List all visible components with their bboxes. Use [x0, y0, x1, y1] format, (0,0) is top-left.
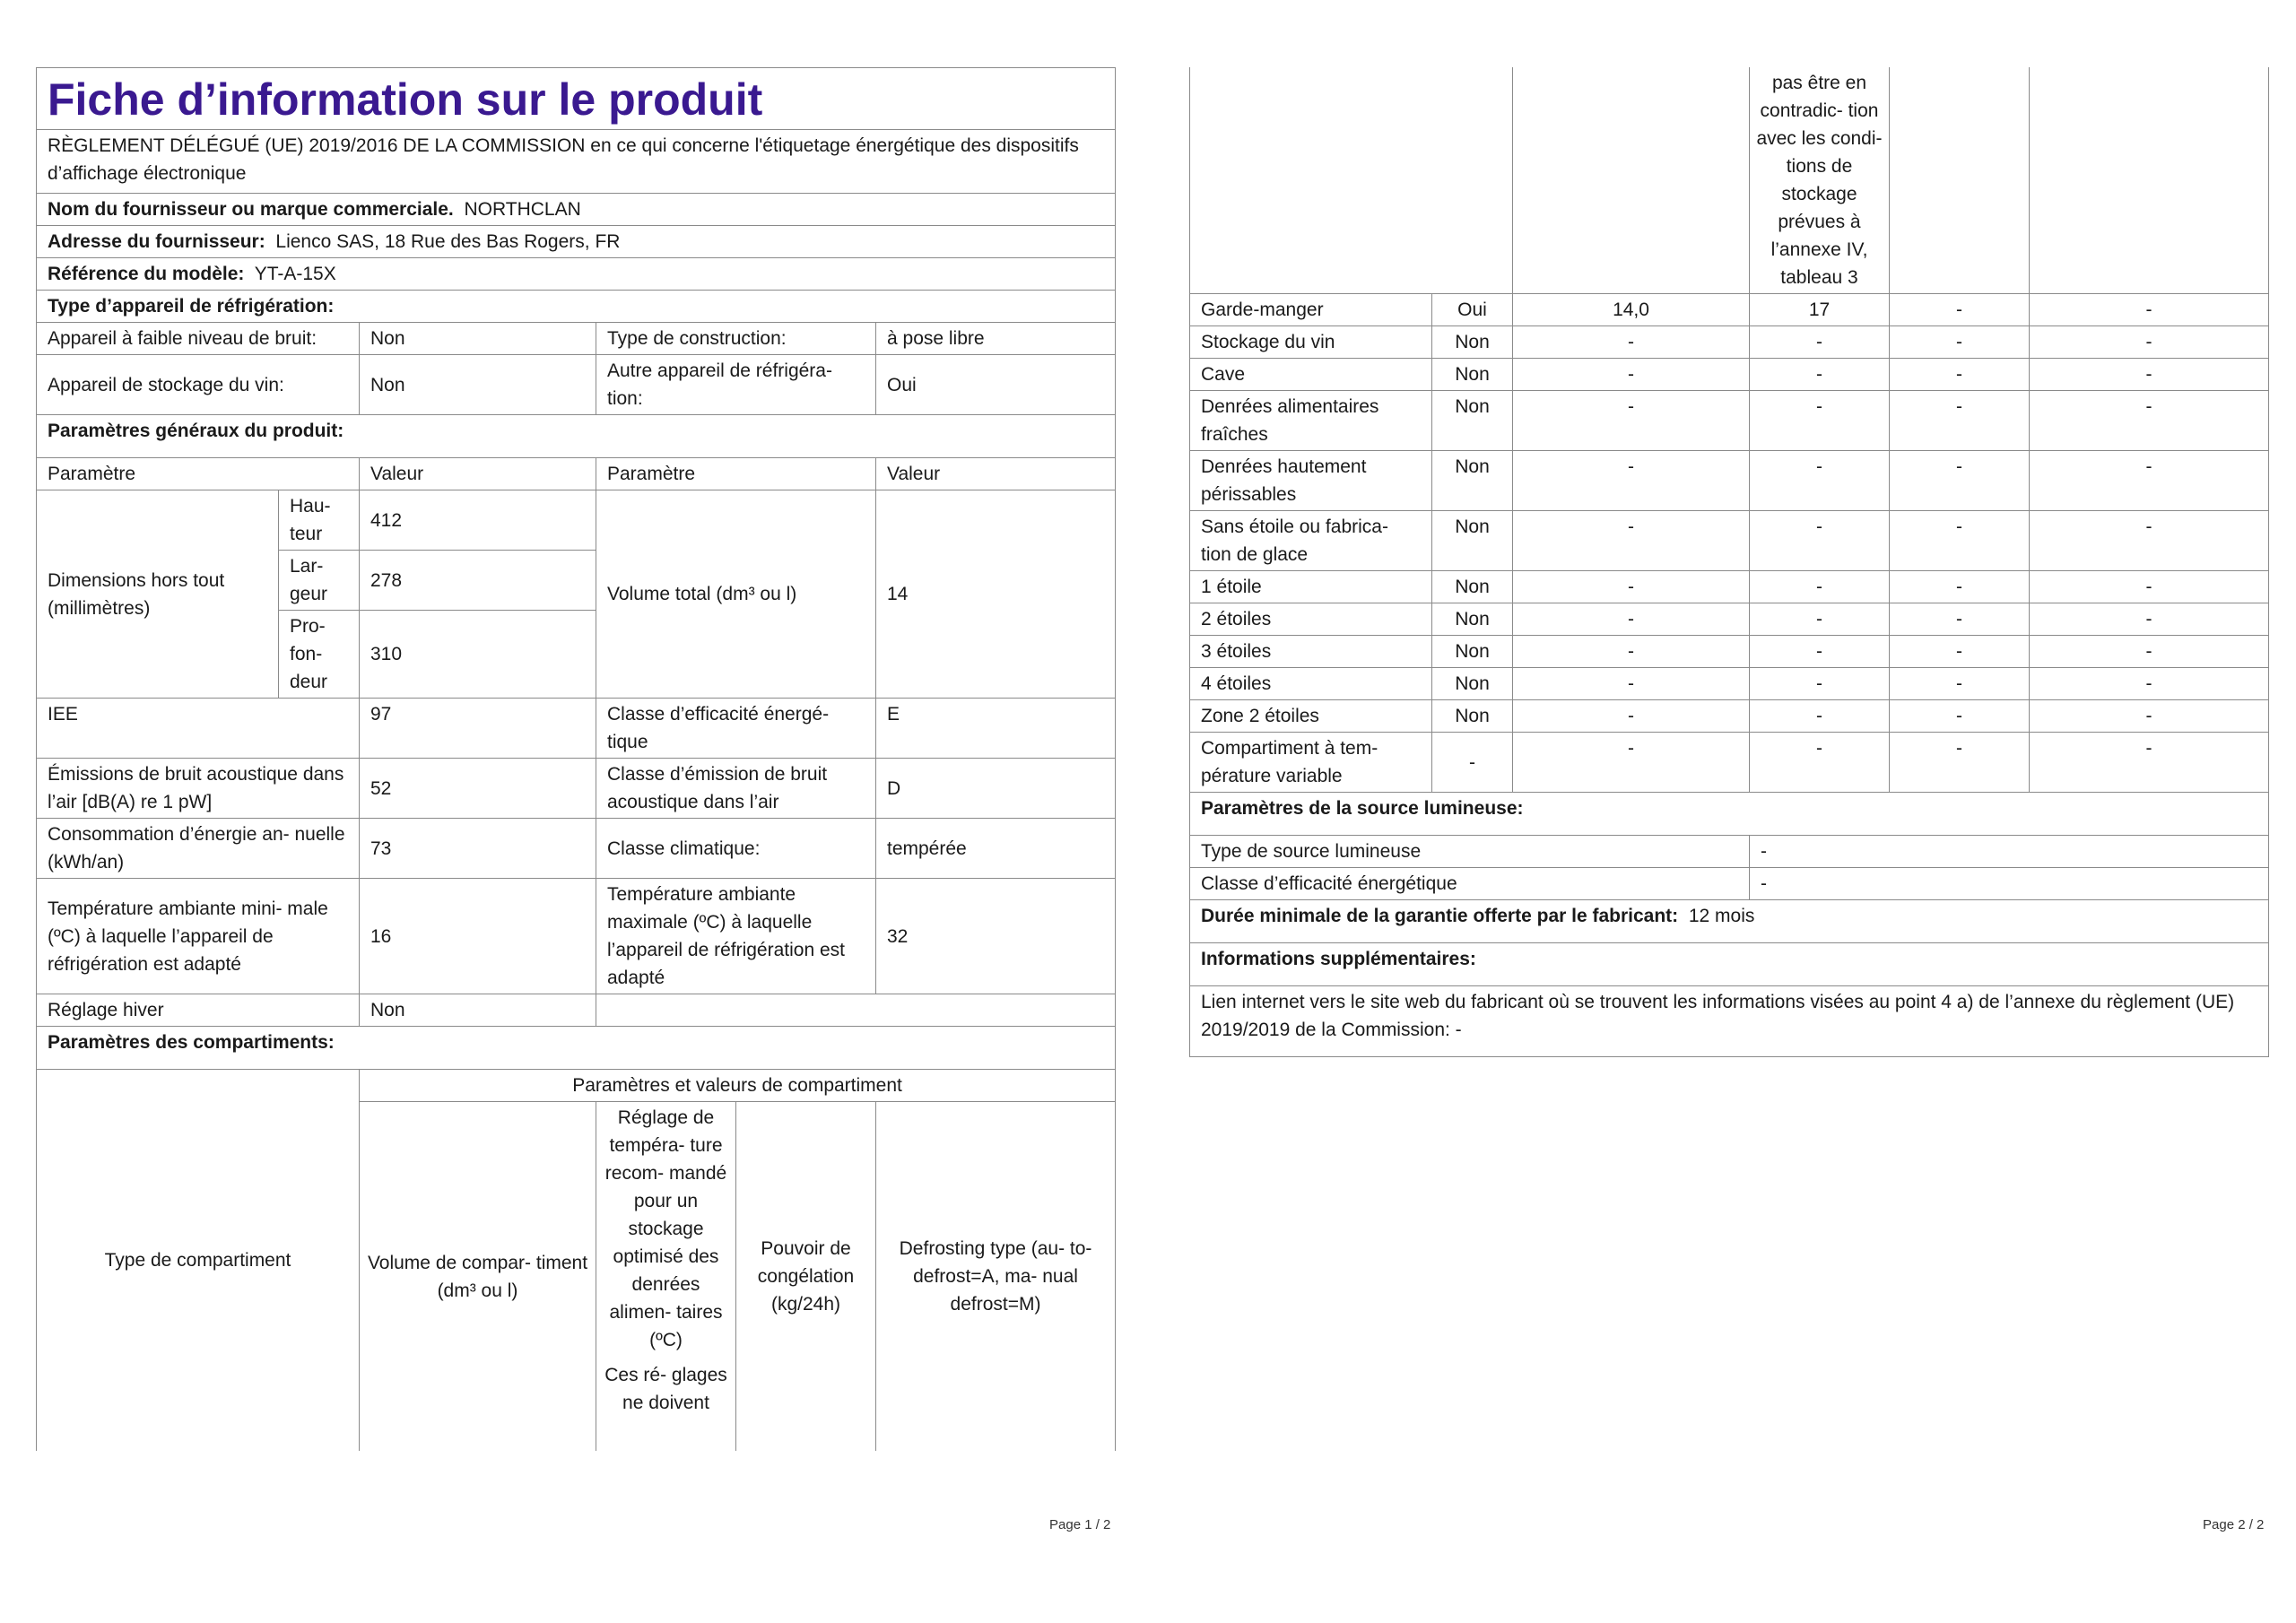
compartment-present: - — [1432, 733, 1513, 793]
noise-class-value: D — [876, 759, 1116, 819]
low-noise-label: Appareil à faible niveau de bruit: — [37, 323, 360, 355]
page-title: Fiche d’information sur le produit — [37, 68, 1116, 130]
page-number-2: Page 2 / 2 — [2203, 1517, 2265, 1532]
compartment-freeze: - — [1890, 668, 2030, 700]
supplier-address-row — [37, 226, 1116, 258]
compartment-present: Non — [1432, 668, 1513, 700]
supplier-address-value: Lienco SAS, 18 Rue des Bas Rogers, FR — [275, 231, 621, 252]
compartment-temp: - — [1750, 603, 1890, 636]
compartment-name: Cave — [1190, 359, 1432, 391]
compartment-present: Oui — [1432, 294, 1513, 326]
compartment-freeze: - — [1890, 511, 2030, 571]
supplier-name-label: Nom du fournisseur ou marque commerciale. — [48, 199, 454, 220]
compartment-group-header: Paramètres et valeurs de compartiment — [360, 1070, 1116, 1102]
compartment-freeze: - — [1890, 700, 2030, 733]
compartment-defrost: - — [2030, 571, 2269, 603]
compartment-present: Non — [1432, 326, 1513, 359]
model-value: YT-A-15X — [254, 264, 336, 284]
winter-setting-value: Non — [360, 994, 596, 1027]
width-value: 278 — [360, 551, 596, 611]
compartment-row — [1190, 700, 2269, 733]
compartment-present: Non — [1432, 451, 1513, 511]
compartment-freeze: - — [1890, 326, 2030, 359]
min-temp-label: Température ambiante mini- male (ºC) à laquelle l’appareil de réfrigération est adapté — [37, 879, 360, 994]
compartment-row — [1190, 571, 2269, 603]
col-header-value-2: Valeur — [876, 458, 1116, 490]
compartment-defrost-header: Defrosting type (au- to-defrost=A, ma- nual defrost=M) — [876, 1102, 1116, 1452]
light-efficiency-label: Classe d’efficacité énergétique — [1190, 868, 1750, 900]
compartment-volume: - — [1513, 326, 1750, 359]
compartment-freeze: - — [1890, 294, 2030, 326]
noise-class-label: Classe d’émission de bruit acoustique dans l’air — [596, 759, 876, 819]
compartment-temp: - — [1750, 636, 1890, 668]
light-source-type-label: Type de source lumineuse — [1190, 836, 1750, 868]
compartment-volume: - — [1513, 511, 1750, 571]
compartment-name: Compartiment à tem- pérature variable — [1190, 733, 1432, 793]
construction-value: à pose libre — [876, 323, 1116, 355]
other-appliance-value: Oui — [876, 355, 1116, 415]
compartment-volume: - — [1513, 733, 1750, 793]
col-header-param-1: Paramètre — [37, 458, 360, 490]
compartment-volume: - — [1513, 451, 1750, 511]
compartment-temp-note-part2: pas être en contradic- tion avec les condi- tions de stockage prévues à l’annexe IV, tableau 3 — [1750, 67, 1890, 294]
compartment-name: 4 étoiles — [1190, 668, 1432, 700]
compartment-freeze: - — [1890, 391, 2030, 451]
compartment-volume-header: Volume de compar- timent (dm³ ou l) — [360, 1102, 596, 1452]
height-value: 412 — [360, 490, 596, 551]
winter-setting-label: Réglage hiver — [37, 994, 360, 1027]
compartment-name: Garde-manger — [1190, 294, 1432, 326]
light-efficiency-value: - — [1750, 868, 2269, 900]
compartment-temp: - — [1750, 571, 1890, 603]
compartment-freeze: - — [1890, 636, 2030, 668]
noise-emission-value: 52 — [360, 759, 596, 819]
compartment-present: Non — [1432, 391, 1513, 451]
cont-volume-cell — [1513, 67, 1750, 294]
depth-label: Pro- fon- deur — [279, 611, 360, 699]
supplier-name-row — [37, 194, 1116, 226]
model-label: Référence du modèle: — [48, 264, 245, 284]
compartment-volume: - — [1513, 668, 1750, 700]
compartment-row — [1190, 451, 2269, 511]
compartment-row — [1190, 733, 2269, 793]
page-number-1: Page 1 / 2 — [1049, 1517, 1111, 1532]
compartment-temp: - — [1750, 733, 1890, 793]
compartment-rows — [1190, 294, 2269, 793]
compartment-temp: - — [1750, 511, 1890, 571]
compartment-temp-header-text: Réglage de tempéra- ture recom- mandé pour un stockage optimisé des denrées alimen- taires (ºC) — [604, 1107, 727, 1350]
compartment-defrost: - — [2030, 668, 2269, 700]
compartment-row — [1190, 636, 2269, 668]
warranty-value: 12 mois — [1688, 906, 1755, 926]
compartment-present: Non — [1432, 603, 1513, 636]
compartment-type-header: Type de compartiment — [37, 1070, 360, 1452]
construction-label: Type de construction: — [596, 323, 876, 355]
efficiency-class-label: Classe d’efficacité énergé- tique — [596, 699, 876, 759]
regulation-text: RÈGLEMENT DÉLÉGUÉ (UE) 2019/2016 DE LA COMMISSION en ce qui concerne l'étiquetage énergétique des dispositifs d’affichage électronique — [37, 130, 1116, 194]
energy-consumption-value: 73 — [360, 819, 596, 879]
compartment-row — [1190, 391, 2269, 451]
cont-freeze-cell — [1890, 67, 2030, 294]
compartment-volume: - — [1513, 571, 1750, 603]
light-source-heading: Paramètres de la source lumineuse: — [1190, 793, 2269, 836]
compartment-name: Stockage du vin — [1190, 326, 1432, 359]
compartment-name: 2 étoiles — [1190, 603, 1432, 636]
supplier-address-label: Adresse du fournisseur: — [48, 231, 265, 252]
compartment-defrost: - — [2030, 359, 2269, 391]
light-source-type-value: - — [1750, 836, 2269, 868]
compartment-volume: 14,0 — [1513, 294, 1750, 326]
compartment-present: Non — [1432, 700, 1513, 733]
compartment-name: Zone 2 étoiles — [1190, 700, 1432, 733]
warranty-label: Durée minimale de la garantie offerte par le fabricant: — [1201, 906, 1679, 926]
compartment-defrost: - — [2030, 451, 2269, 511]
compartment-row — [1190, 603, 2269, 636]
compartment-temp: - — [1750, 700, 1890, 733]
compartment-temp-note-part1: Ces ré- glages ne doivent — [604, 1365, 727, 1413]
compartment-volume: - — [1513, 359, 1750, 391]
iee-value: 97 — [360, 699, 596, 759]
volume-label: Volume total (dm³ ou l) — [596, 490, 876, 699]
compartment-defrost: - — [2030, 700, 2269, 733]
compartment-defrost: - — [2030, 511, 2269, 571]
compartment-present: Non — [1432, 636, 1513, 668]
compartment-row — [1190, 326, 2269, 359]
extra-info-text: Lien internet vers le site web du fabricant où se trouvent les informations visées au point 4 a) de l’annexe du règlement (UE) 2019/2019 de la Commission: - — [1190, 986, 2269, 1057]
compartments-heading: Paramètres des compartiments: — [37, 1027, 1116, 1070]
wine-appliance-value: Non — [360, 355, 596, 415]
cont-defrost-cell — [2030, 67, 2269, 294]
other-appliance-label: Autre appareil de réfrigéra- tion: — [596, 355, 876, 415]
extra-info-heading: Informations supplémentaires: — [1190, 943, 2269, 986]
page-2 — [1189, 67, 2268, 1057]
compartment-volume: - — [1513, 700, 1750, 733]
compartment-temp: - — [1750, 391, 1890, 451]
warranty-row — [1190, 900, 2269, 943]
min-temp-value: 16 — [360, 879, 596, 994]
cont-type-cell — [1190, 67, 1513, 294]
noise-emission-label: Émissions de bruit acoustique dans l’air [dB(A) re 1 pW] — [37, 759, 360, 819]
col-header-value-1: Valeur — [360, 458, 596, 490]
depth-value: 310 — [360, 611, 596, 699]
height-label: Hau- teur — [279, 490, 360, 551]
width-label: Lar- geur — [279, 551, 360, 611]
compartment-defrost: - — [2030, 733, 2269, 793]
compartment-temp-header — [596, 1102, 736, 1452]
winter-empty-cell — [596, 994, 1116, 1027]
compartment-volume: - — [1513, 603, 1750, 636]
compartments-table-continued — [1189, 67, 2269, 1057]
compartment-temp: 17 — [1750, 294, 1890, 326]
compartment-temp: - — [1750, 359, 1890, 391]
low-noise-value: Non — [360, 323, 596, 355]
compartment-name: 1 étoile — [1190, 571, 1432, 603]
compartment-name: Sans étoile ou fabrica- tion de glace — [1190, 511, 1432, 571]
compartment-temp: - — [1750, 326, 1890, 359]
compartment-name: 3 étoiles — [1190, 636, 1432, 668]
volume-value: 14 — [876, 490, 1116, 699]
appliance-type-heading: Type d’appareil de réfrigération: — [37, 291, 1116, 323]
compartment-present: Non — [1432, 359, 1513, 391]
page-1 — [36, 67, 1115, 1451]
compartment-present: Non — [1432, 571, 1513, 603]
compartment-name: Denrées hautement périssables — [1190, 451, 1432, 511]
energy-consumption-label: Consommation d’énergie an- nuelle (kWh/an) — [37, 819, 360, 879]
compartment-defrost: - — [2030, 391, 2269, 451]
compartment-freeze: - — [1890, 603, 2030, 636]
compartment-volume: - — [1513, 391, 1750, 451]
iee-label: IEE — [37, 699, 360, 759]
max-temp-label: Température ambiante maximale (ºC) à laquelle l’appareil de réfrigération est adapté — [596, 879, 876, 994]
max-temp-value: 32 — [876, 879, 1116, 994]
model-row — [37, 258, 1116, 291]
wine-appliance-label: Appareil de stockage du vin: — [37, 355, 360, 415]
compartment-temp: - — [1750, 668, 1890, 700]
dimensions-label: Dimensions hors tout (millimètres) — [37, 490, 279, 699]
general-params-heading: Paramètres généraux du produit: — [37, 415, 1116, 458]
col-header-param-2: Paramètre — [596, 458, 876, 490]
efficiency-class-value: E — [876, 699, 1116, 759]
compartment-present: Non — [1432, 511, 1513, 571]
compartment-defrost: - — [2030, 326, 2269, 359]
compartment-freeze: - — [1890, 571, 2030, 603]
product-info-table — [36, 67, 1116, 1451]
compartment-volume: - — [1513, 636, 1750, 668]
compartment-name: Denrées alimentaires fraîches — [1190, 391, 1432, 451]
compartment-row — [1190, 668, 2269, 700]
compartment-defrost: - — [2030, 294, 2269, 326]
supplier-name-value: NORTHCLAN — [464, 199, 581, 220]
compartment-temp: - — [1750, 451, 1890, 511]
compartment-freeze-header: Pouvoir de congélation (kg/24h) — [736, 1102, 876, 1452]
compartment-row — [1190, 359, 2269, 391]
compartment-defrost: - — [2030, 603, 2269, 636]
compartment-defrost: - — [2030, 636, 2269, 668]
climate-class-label: Classe climatique: — [596, 819, 876, 879]
compartment-row — [1190, 511, 2269, 571]
compartment-freeze: - — [1890, 451, 2030, 511]
compartment-freeze: - — [1890, 733, 2030, 793]
compartment-freeze: - — [1890, 359, 2030, 391]
climate-class-value: tempérée — [876, 819, 1116, 879]
compartment-row — [1190, 294, 2269, 326]
